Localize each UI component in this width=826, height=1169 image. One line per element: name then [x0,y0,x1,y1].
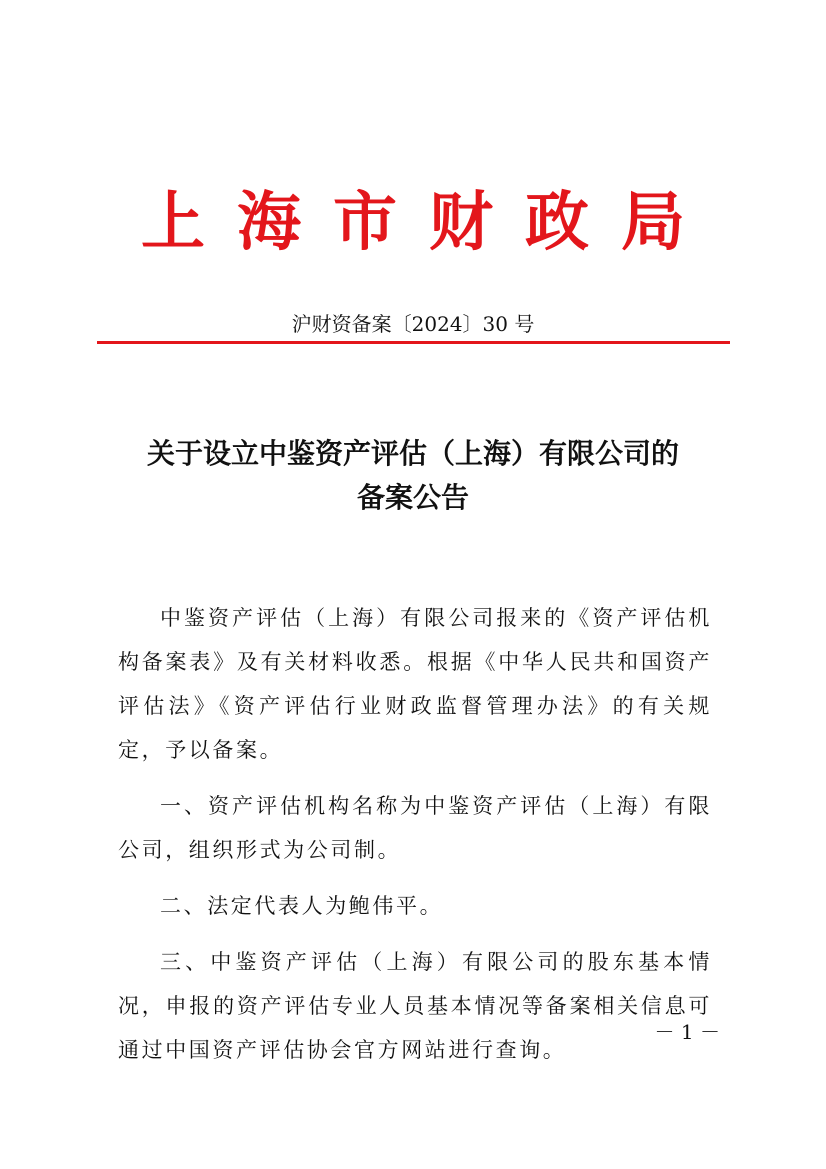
document-title [100,432,726,520]
body-paragraph: 中鉴资产评估（上海）有限公司报来的《资产评估机构备案表》及有关材料收悉。根据《中华人民共和国资产评估法》《资产评估行业财政监督管理办法》的有关规定，予以备案。 [118,606,712,762]
header-divider [97,341,730,344]
authority-char: 上 [141,185,205,260]
document-body [118,596,712,1084]
body-paragraph: 一、资产评估机构名称为中鉴资产评估（上海）有限公司，组织形式为公司制。 [118,794,712,862]
authority-char: 市 [333,185,397,260]
authority-char: 政 [525,185,589,260]
authority-char: 海 [237,185,301,260]
issuing-authority-title [0,183,826,263]
body-paragraph: 三、中鉴资产评估（上海）有限公司的股东基本情况，申报的资产评估专业人员基本情况等备案相关信息可通过中国资产评估协会官方网站进行查询。 [118,950,712,1062]
authority-char: 财 [429,185,493,260]
document-number: 沪财资备案〔2024〕30 号 [291,312,535,336]
page-number: － 1 － [654,1020,720,1044]
title-line-1: 关于设立中鉴资产评估（上海）有限公司的 [146,437,679,470]
authority-char: 局 [621,185,685,260]
title-line-2: 备案公告 [356,481,469,514]
body-paragraph: 二、法定代表人为鲍伟平。 [160,894,444,918]
